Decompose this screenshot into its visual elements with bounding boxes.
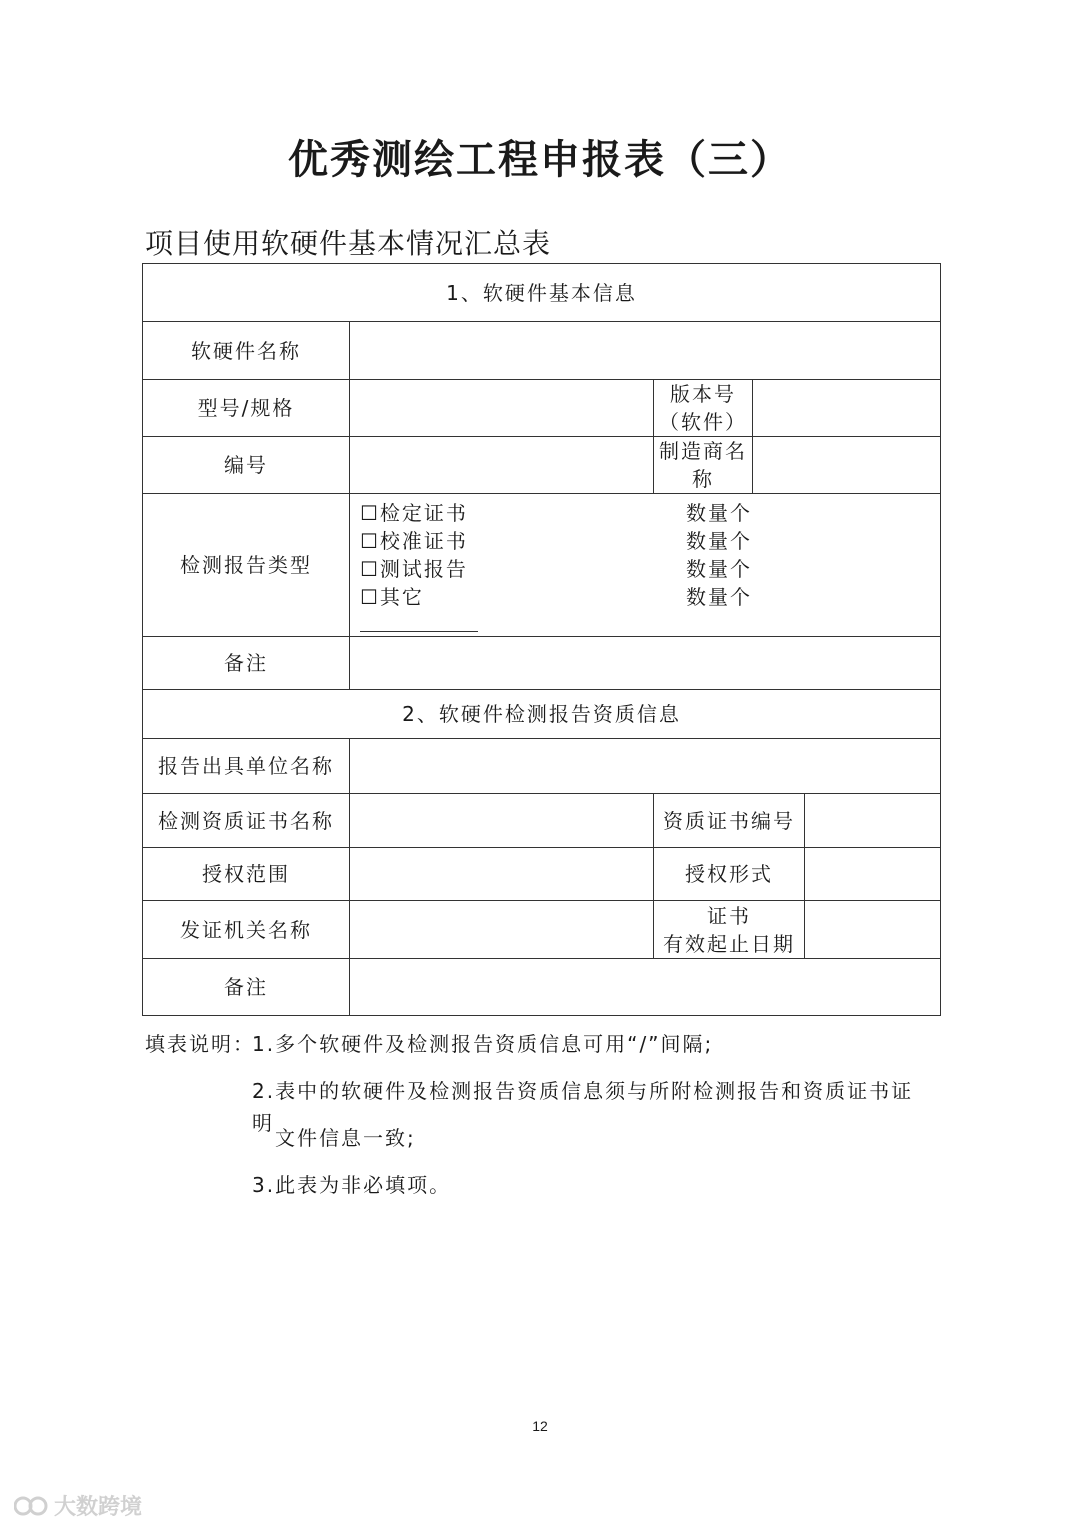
cert-no-label: 资质证书编号 — [654, 794, 805, 847]
note-row-2 — [145, 1075, 945, 1135]
fill-instructions — [145, 1028, 945, 1216]
qty-verification-cert: 数量个 — [686, 500, 752, 525]
scope-field[interactable] — [350, 848, 654, 901]
manufacturer-field[interactable] — [753, 437, 941, 494]
cert-name-field[interactable] — [350, 794, 654, 848]
notes-label: 填表说明： — [145, 1032, 255, 1056]
report-type-label: 检测报告类型 — [143, 494, 350, 637]
watermark-icon — [14, 1493, 48, 1519]
issuer-label: 报告出具单位名称 — [143, 739, 350, 794]
note-row-2-cont — [145, 1122, 945, 1169]
authority-label: 发证机关名称 — [143, 901, 350, 959]
form-label: 授权形式 — [654, 848, 805, 900]
qty-test-report: 数量个 — [686, 556, 752, 581]
option-other-row — [360, 583, 686, 632]
cert-no-field[interactable] — [805, 794, 940, 847]
option-calibration-cert[interactable]: ☐校准证书 — [360, 528, 468, 553]
manufacturer-label-line1: 制造商名 — [659, 439, 747, 463]
scope-label: 授权范围 — [143, 848, 350, 901]
section2-header: 2、软硬件检测报告资质信息 — [143, 690, 941, 739]
note-item-2-continuation: 文件信息一致; — [275, 1126, 416, 1150]
version-field[interactable] — [753, 380, 941, 437]
note-item-3: 3.此表为非必填项。 — [252, 1173, 452, 1197]
form-split — [654, 848, 941, 901]
report-type-options — [350, 494, 941, 637]
note-item-1: 1.多个软硬件及检测报告资质信息可用“/”间隔; — [252, 1032, 714, 1056]
authority-field[interactable] — [350, 901, 654, 959]
model-field[interactable] — [350, 380, 654, 437]
version-label-line2: （软件） — [659, 410, 747, 434]
version-label-line1: 版本号 — [670, 382, 736, 406]
watermark-text: 大数跨境 — [54, 1495, 143, 1520]
manufacturer-label — [654, 437, 753, 494]
page-title: 优秀测绘工程申报表（三） — [288, 137, 792, 183]
remarks2-field[interactable] — [350, 959, 941, 1016]
cert-no-split — [654, 794, 941, 848]
cert-name-label: 检测资质证书名称 — [143, 794, 350, 848]
serial-label: 编号 — [143, 437, 350, 494]
validity-label — [654, 901, 805, 958]
option-verification-cert[interactable]: ☐检定证书 — [360, 500, 468, 525]
remarks1-label: 备注 — [143, 637, 350, 690]
option-test-report[interactable]: ☐测试报告 — [360, 556, 468, 581]
serial-field[interactable] — [350, 437, 654, 494]
qty-other: 数量个 — [686, 584, 752, 609]
declaration-form-table — [142, 263, 941, 1016]
watermark-logo — [14, 1490, 142, 1521]
validity-split — [654, 901, 941, 959]
manufacturer-label-line2: 称 — [692, 467, 714, 491]
page-number: 12 — [532, 1418, 548, 1434]
note-row-3 — [145, 1169, 945, 1216]
other-blank-line[interactable] — [360, 611, 478, 632]
table-subtitle: 项目使用软硬件基本情况汇总表 — [145, 227, 552, 260]
validity-label-line2: 有效起止日期 — [663, 931, 795, 956]
remarks2-label: 备注 — [143, 959, 350, 1016]
remarks1-field[interactable] — [350, 637, 941, 690]
note-item-2: 2.表中的软硬件及检测报告资质信息须与所附检测报告和资质证书证明 — [252, 1079, 914, 1135]
note-row-1 — [145, 1028, 945, 1075]
model-label: 型号/规格 — [143, 380, 350, 437]
form-field[interactable] — [805, 848, 940, 900]
version-label — [654, 380, 753, 437]
software-name-field[interactable] — [350, 322, 941, 380]
option-other[interactable]: ☐其它 — [360, 584, 424, 609]
validity-label-line1: 证书 — [707, 903, 751, 928]
issuer-field[interactable] — [350, 739, 941, 794]
qty-calibration-cert: 数量个 — [686, 528, 752, 553]
validity-field[interactable] — [805, 901, 940, 958]
section1-header: 1、软硬件基本信息 — [143, 264, 941, 322]
software-name-label: 软硬件名称 — [143, 322, 350, 380]
